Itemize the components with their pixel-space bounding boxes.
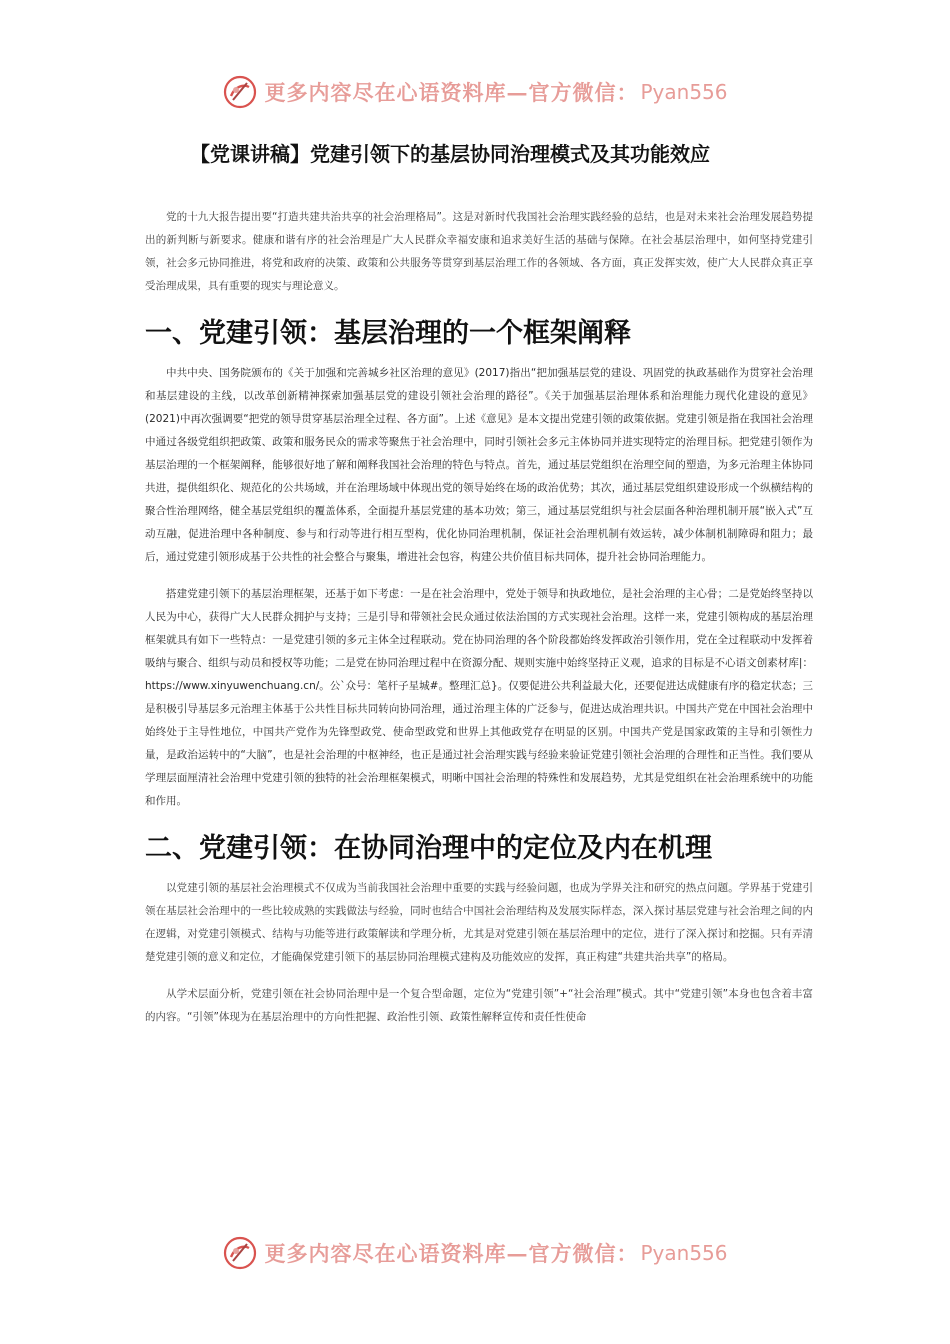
- document-title: 【党课讲稿】党建引领下的基层协同治理模式及其功能效应: [190, 142, 710, 166]
- banner-wechat-id: Pyan556: [640, 1241, 728, 1265]
- footer-banner: [0, 1231, 950, 1275]
- banner-text: 更多内容尽在心语资料库—官方微信：: [264, 80, 639, 105]
- document-body: [145, 206, 813, 1029]
- section-1-paragraph-2: 搭建党建引领下的基层治理框架，还基于如下考虑：一是在社会治理中，党处于领导和执政地位，是社会治理的主心骨；二是党始终坚持以人民为中心，获得广大人民群众拥护与支持；三是引导和带领社会民众通过依法治国的方式实现社会治理。这样一来，党建引领构成的基层治理框架就具有如下一些特点：一是党建引领的多元主体全过程联动。党在协同治理的各个阶段都始终发挥政治引领作用，党在全过程联动中发挥着吸纳与聚合、组织与动员和授权等功能；二是党在协同治理过程中在资源分配、规则实施中始终坚持正义观，追求的目标是不心语文创素材库|：https://www.xinyuwenchuang.cn/。公`众号：笔杆子星城#。整理汇总}。仅要促进公共利益最大化，还要促进达成健康有序的稳定状态；三是积极引导基层多元治理主体基于公共性目标共同转向协同治理，通过治理主体的广泛参与，促进达成治理共识。中国共产党在中国社会治理中始终处于主导性地位，中国共产党作为先锋型政党、使命型政党和世界上其他政党存在明显的区别。中国共产党是国家政策的主导和引领性力量，是政治运转中的“大脑”，也是社会治理的中枢神经，也正是通过社会治理实践与经验来验证党建引领社会治理的合理性和正当性。我们要从学理层面厘清社会治理中党建引领的独特的社会治理框架模式，明晰中国社会治理的特殊性和发展趋势，尤其是党组织在社会治理系统中的功能和作用。: [145, 588, 813, 807]
- section-heading-2: 二、党建引领：在协同治理中的定位及内在机理: [145, 833, 712, 864]
- banner-text: 更多内容尽在心语资料库—官方微信：: [264, 1241, 639, 1266]
- banner-wechat-id: Pyan556: [640, 80, 728, 104]
- intro-paragraph: 党的十九大报告提出要“打造共建共治共享的社会治理格局”。这是对新时代我国社会治理实践经验的总结，也是对未来社会治理发展趋势提出的新判断与新要求。健康和谐有序的社会治理是广大人民群众幸福安康和追求美好生活的基础与保障。在社会基层治理中，如何坚持党建引领，社会多元协同推进，将党和政府的决策、政策和公共服务等贯穿到基层治理工作的各领域、各方面，真正发挥实效，使广大人民群众真正享受治理成果，具有重要的现实与理论意义。: [145, 211, 813, 292]
- section-2-paragraph-1: 以党建引领的基层社会治理模式不仅成为当前我国社会治理中重要的实践与经验问题，也成为学界关注和研究的热点问题。学界基于党建引领在基层社会治理中的一些比较成熟的实践做法与经验，同时也结合中国社会治理结构及发展实际样态，深入探讨基层党建与社会治理之间的内在逻辑，对党建引领模式、结构与功能等进行政策解读和学理分析，尤其是对党建引领在基层治理中的定位，进行了深入探讨和挖掘。只有弄清楚党建引领的意义和定位，才能确保党建引领下的基层协同治理模式建构及功能效应的发挥，真正构建“共建共治共享”的格局。: [145, 882, 813, 963]
- section-2-paragraph-2: 从学术层面分析，党建引领在社会协同治理中是一个复合型命题，定位为“党建引领”+“社会治理”模式。其中“党建引领”本身也包含着丰富的内容。“引领”体现为在基层治理中的方向性把握、政治性引领、政策性解释宣传和责任性使命: [145, 988, 813, 1023]
- header-banner: [0, 70, 950, 114]
- section-1-paragraph-1: 中共中央、国务院颁布的《关于加强和完善城乡社区治理的意见》(2017)指出“把加强基层党的建设、巩固党的执政基础作为贯穿社会治理和基层建设的主线，以改革创新精神探索加强基层党的建设引领社会治理的路径”。《关于加强基层治理体系和治理能力现代化建设的意见》(2021)中再次强调要“把党的领导贯穿基层治理全过程、各方面”。上述《意见》是本文提出党建引领的政策依据。党建引领是指在我国社会治理中通过各级党组织把政策、政策和服务民众的需求等聚焦于社会治理中，同时引领社会多元主体协同并进实现特定的治理目标。把党建引领作为基层治理的一个框架阐释，能够很好地了解和阐释我国社会治理的特色与特点。首先，通过基层党组织在治理空间的塑造，为多元治理主体协同共进，提供组织化、规范化的公共场域，并在治理场域中体现出党的领导始终在场的政治优势；其次，通过基层党组织建设形成一个纵横结构的聚合性治理网络，健全基层党组织的覆盖体系，全面提升基层党建的基本功效；第三，通过基层党组织与社会层面各种治理机制开展“嵌入式”互动互融，促进治理中各种制度、参与和行动等进行相互型构，优化协同治理机制，保证社会治理机制有效运转，减少体制机制障碍和阻力；最后，通过党建引领形成基于公共性的社会整合与聚集，增进社会包容，构建公共价值目标共同体，提升社会协同治理能力。: [145, 367, 813, 563]
- section-heading-1: 一、党建引领：基层治理的一个框架阐释: [145, 318, 631, 349]
- red-seal-logo-icon: [222, 1235, 258, 1271]
- red-seal-logo-icon: [222, 74, 258, 110]
